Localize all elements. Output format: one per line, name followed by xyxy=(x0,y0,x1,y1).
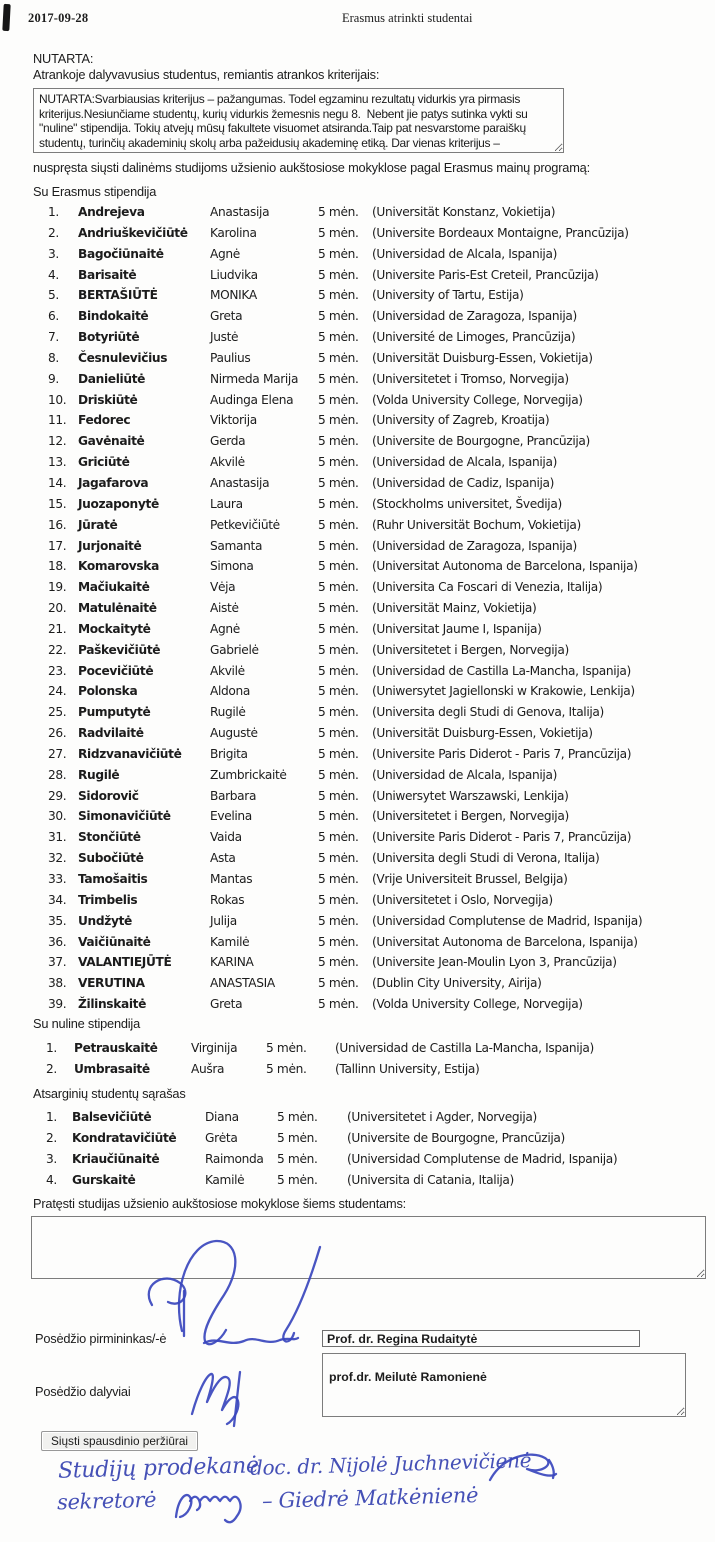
student-duration: 5 mėn. xyxy=(318,767,359,782)
student-row xyxy=(48,393,710,414)
student-surname: Umbrasaitė xyxy=(74,1062,150,1076)
student-surname: Komarovska xyxy=(78,559,159,574)
student-university: (Volda University College, Norvegija) xyxy=(372,997,583,1012)
student-university: (University of Zagreb, Kroatija) xyxy=(372,413,550,428)
student-row xyxy=(48,518,710,539)
participant-signature-ink xyxy=(186,1366,258,1428)
student-row xyxy=(48,434,710,455)
student-university: (Tallinn University, Estija) xyxy=(335,1062,480,1076)
student-firstname: MONIKA xyxy=(210,288,257,303)
student-row xyxy=(48,330,710,351)
student-row xyxy=(48,726,710,747)
student-row xyxy=(48,789,710,810)
student-row xyxy=(48,247,710,268)
student-duration: 5 mėn. xyxy=(318,997,359,1012)
student-surname: BERTAŠIŪTĖ xyxy=(78,288,158,303)
student-firstname: Vaida xyxy=(210,830,242,845)
student-number: 30. xyxy=(48,809,67,824)
chair-label: Posėdžio pirmininkas/-ė xyxy=(35,1331,167,1346)
student-row xyxy=(48,851,710,872)
student-number: 31. xyxy=(48,830,67,845)
student-duration: 5 mėn. xyxy=(318,913,359,928)
student-surname: Fedorec xyxy=(78,413,131,428)
student-number: 4. xyxy=(46,1173,57,1187)
student-surname: Balsevičiūtė xyxy=(72,1110,152,1124)
student-duration: 5 mėn. xyxy=(266,1041,307,1055)
student-surname: Gurskaitė xyxy=(72,1173,136,1187)
student-number: 25. xyxy=(48,705,67,720)
student-university: (Universität Duisburg-Essen, Vokietija) xyxy=(372,350,593,365)
student-surname: Matulėnaitė xyxy=(78,601,157,616)
student-firstname: Anastasija xyxy=(210,205,270,219)
student-row xyxy=(48,497,710,518)
student-number: 12. xyxy=(48,434,67,449)
extension-label: Pratęsti studijas užsienio aukštosiose mokyklose šiems studentams: xyxy=(33,1196,407,1211)
student-firstname: Agnė xyxy=(210,621,240,636)
student-duration: 5 mėn. xyxy=(277,1152,318,1166)
extension-textarea[interactable] xyxy=(31,1216,706,1279)
student-number: 15. xyxy=(48,496,67,511)
student-surname: Andriuškevičiūtė xyxy=(78,225,188,240)
student-list-zero-grant xyxy=(46,1041,710,1083)
student-duration: 5 mėn. xyxy=(318,851,359,866)
student-row xyxy=(48,747,710,768)
student-firstname: Laura xyxy=(210,496,243,511)
student-surname: Jurjonaitė xyxy=(78,538,142,553)
student-surname: Gavėnaitė xyxy=(78,434,145,449)
chair-name-input[interactable] xyxy=(322,1330,640,1347)
student-row xyxy=(48,955,710,976)
student-surname: Kriaučiūnaitė xyxy=(72,1152,160,1166)
student-number: 22. xyxy=(48,642,67,657)
student-duration: 5 mėn. xyxy=(318,934,359,949)
student-university: (Universität Duisburg-Essen, Vokietija) xyxy=(372,726,593,741)
section-heading-reserve: Atsarginių studentų sąrašas xyxy=(33,1086,186,1101)
student-firstname: Kamilė xyxy=(205,1173,245,1187)
student-university: (Universidad Complutense de Madrid, Ispanija) xyxy=(372,913,643,928)
student-number: 4. xyxy=(48,267,59,282)
student-university: (Universidad de Alcala, Ispanija) xyxy=(372,246,557,261)
student-duration: 5 mėn. xyxy=(318,663,359,678)
handwritten-line2-role: sekretorė xyxy=(56,1487,157,1515)
student-university: (Universidad Complutense de Madrid, Ispanija) xyxy=(347,1152,618,1166)
student-duration: 5 mėn. xyxy=(318,455,359,470)
student-firstname: Petkevičiūtė xyxy=(210,517,280,532)
student-number: 2. xyxy=(48,225,59,240)
student-duration: 5 mėn. xyxy=(318,621,359,636)
student-firstname: Evelina xyxy=(210,809,252,824)
student-firstname: Barbara xyxy=(210,788,257,803)
section-heading-erasmus: Su Erasmus stipendija xyxy=(33,184,157,199)
student-duration: 5 mėn. xyxy=(318,601,359,616)
student-row xyxy=(48,455,710,476)
student-number: 2. xyxy=(46,1062,57,1076)
student-number: 13. xyxy=(48,455,67,470)
student-surname: Bagočiūnaitė xyxy=(78,246,164,261)
student-university: (Universita degli Studi di Genova, Italija) xyxy=(372,705,604,720)
student-duration: 5 mėn. xyxy=(318,413,359,428)
student-number: 29. xyxy=(48,788,67,803)
student-university: (Universitetet i Agder, Norvegija) xyxy=(347,1110,537,1124)
student-duration: 5 mėn. xyxy=(318,726,359,741)
student-duration: 5 mėn. xyxy=(318,746,359,761)
student-surname: Undžytė xyxy=(78,913,132,928)
student-firstname: Virginija xyxy=(191,1041,238,1055)
student-number: 32. xyxy=(48,851,67,866)
student-university: (Vrije Universiteit Brussel, Belgija) xyxy=(372,872,568,886)
student-row xyxy=(48,914,710,935)
student-row xyxy=(48,830,710,851)
student-firstname: Greta xyxy=(210,309,243,324)
document-title: Erasmus atrinkti studentai xyxy=(342,11,473,25)
student-number: 24. xyxy=(48,684,67,699)
student-surname: Sidorovič xyxy=(78,788,139,803)
student-duration: 5 mėn. xyxy=(318,371,359,386)
student-number: 37. xyxy=(48,955,67,970)
student-number: 26. xyxy=(48,726,67,741)
student-row xyxy=(46,1131,710,1152)
student-row xyxy=(48,372,710,393)
student-firstname: Viktorija xyxy=(210,413,257,428)
student-duration: 5 mėn. xyxy=(318,434,359,449)
handwritten-line2-name: – Giedrė Matkėnienė xyxy=(261,1482,479,1514)
student-university: (Stockholms universitet, Švedija) xyxy=(372,496,562,511)
student-surname: Pocevičiūtė xyxy=(78,663,154,678)
student-number: 1. xyxy=(46,1110,57,1124)
student-university: (Universitat Autonoma de Barcelona, Ispanija) xyxy=(372,934,638,949)
student-surname: Simonavičiūtė xyxy=(78,809,171,824)
print-preview-button[interactable]: Siųsti spausdinio peržiūrai xyxy=(41,1431,198,1451)
student-surname: Petrauskaitė xyxy=(74,1041,158,1055)
student-firstname: KARINA xyxy=(210,955,254,970)
student-university: (Universite Paris Diderot - Paris 7, Prancūzija) xyxy=(372,746,632,761)
student-surname: Griciūtė xyxy=(78,455,130,470)
student-row xyxy=(48,413,710,434)
student-university: (University of Tartu, Estija) xyxy=(372,288,524,303)
student-firstname: Aldona xyxy=(210,684,251,699)
student-number: 1. xyxy=(46,1041,57,1055)
student-firstname: Diana xyxy=(205,1110,239,1124)
student-row xyxy=(46,1173,710,1194)
student-row xyxy=(46,1110,710,1131)
student-firstname: Paulius xyxy=(210,350,251,365)
student-duration: 5 mėn. xyxy=(318,330,359,345)
student-row xyxy=(48,476,710,497)
handwritten-line1-role: Studijų prodekanė xyxy=(57,1453,259,1484)
student-row xyxy=(46,1041,710,1062)
student-row xyxy=(48,288,710,309)
student-firstname: Aistė xyxy=(210,601,239,616)
student-row xyxy=(48,664,710,685)
student-surname: Subočiūtė xyxy=(78,851,144,866)
student-row xyxy=(48,935,710,956)
student-firstname: Vėja xyxy=(210,580,236,595)
student-row xyxy=(48,809,710,830)
student-number: 27. xyxy=(48,746,67,761)
student-university: (Volda University College, Norvegija) xyxy=(372,392,583,407)
student-firstname: Greta xyxy=(210,997,243,1012)
student-university: (Universite Jean-Moulin Lyon 3, Prancūzija) xyxy=(372,955,617,970)
student-number: 34. xyxy=(48,892,67,907)
section-heading-zero-grant: Su nuline stipendija xyxy=(33,1016,140,1031)
student-surname: Rugilė xyxy=(78,767,120,782)
student-firstname: Raimonda xyxy=(205,1152,264,1166)
criteria-textarea[interactable] xyxy=(33,88,564,153)
student-surname: Andrejeva xyxy=(78,205,145,219)
student-university: (Ruhr Universität Bochum, Vokietija) xyxy=(372,517,581,532)
student-duration: 5 mėn. xyxy=(318,642,359,657)
student-number: 3. xyxy=(48,246,59,261)
student-row xyxy=(48,539,710,560)
student-number: 7. xyxy=(48,330,59,345)
student-university: (Universität Konstanz, Vokietija) xyxy=(372,205,556,219)
student-row xyxy=(48,622,710,643)
student-firstname: Samanta xyxy=(210,538,263,553)
student-duration: 5 mėn. xyxy=(277,1173,318,1187)
student-number: 1. xyxy=(48,205,59,219)
student-number: 5. xyxy=(48,288,59,303)
student-university: (Universite Paris Diderot - Paris 7, Prancūzija) xyxy=(372,830,632,845)
student-firstname: Agnė xyxy=(210,246,240,261)
student-duration: 5 mėn. xyxy=(277,1110,318,1124)
student-duration: 5 mėn. xyxy=(318,517,359,532)
student-duration: 5 mėn. xyxy=(318,496,359,511)
student-firstname: Aušra xyxy=(191,1062,225,1076)
student-row xyxy=(48,705,710,726)
student-firstname: Justė xyxy=(210,330,239,345)
student-duration: 5 mėn. xyxy=(277,1131,318,1145)
student-surname: Trimbelis xyxy=(78,892,138,907)
student-firstname: Karolina xyxy=(210,225,257,240)
student-number: 36. xyxy=(48,934,67,949)
student-row xyxy=(48,205,710,226)
student-surname: Česnulevičius xyxy=(78,350,168,365)
student-university: (Universitetet i Tromso, Norvegija) xyxy=(372,371,569,386)
handwritten-line2-squiggle xyxy=(166,1487,266,1527)
student-university: (Universite Paris-Est Creteil, Prancūzija) xyxy=(372,267,599,282)
student-university: (Universita degli Studi di Verona, Italija) xyxy=(372,851,600,866)
participants-label: Posėdžio dalyviai xyxy=(35,1384,131,1399)
participants-textarea[interactable] xyxy=(322,1353,686,1417)
student-number: 3. xyxy=(46,1152,57,1166)
student-firstname: Anastasija xyxy=(210,475,270,490)
student-surname: Jūratė xyxy=(78,517,118,532)
student-university: (Uniwersytet Warszawski, Lenkija) xyxy=(372,788,569,803)
student-number: 38. xyxy=(48,976,67,991)
student-firstname: Julija xyxy=(210,913,237,928)
student-row xyxy=(48,893,710,914)
student-row xyxy=(48,309,710,330)
student-surname: VERUTINA xyxy=(78,976,145,991)
student-firstname: Mantas xyxy=(210,872,253,886)
student-university: (Universitat Jaume I, Ispanija) xyxy=(372,621,542,636)
student-university: (Uniwersytet Jagiellonski w Krakowie, Lenkija) xyxy=(372,684,635,699)
student-number: 16. xyxy=(48,517,67,532)
student-number: 9. xyxy=(48,371,59,386)
student-university: (Universitetet i Bergen, Norvegija) xyxy=(372,809,569,824)
scan-artifact xyxy=(2,4,10,31)
student-surname: Žilinskaitė xyxy=(78,997,147,1012)
student-duration: 5 mėn. xyxy=(318,309,359,324)
student-firstname: Zumbrickaitė xyxy=(210,767,287,782)
student-duration: 5 mėn. xyxy=(318,892,359,907)
student-university: (Universitat Autonoma de Barcelona, Ispanija) xyxy=(372,559,638,574)
student-number: 23. xyxy=(48,663,67,678)
student-surname: Mačiukaitė xyxy=(78,580,150,595)
student-university: (Dublin City University, Airija) xyxy=(372,976,542,991)
student-duration: 5 mėn. xyxy=(318,830,359,845)
student-university: (Universitetet i Bergen, Norvegija) xyxy=(372,642,569,657)
student-surname: Barisaitė xyxy=(78,267,137,282)
decision-subheading: Atrankoje dalyvavusius studentus, remiantis atrankos kriterijais: xyxy=(33,67,380,82)
student-firstname: Nirmeda Marija xyxy=(210,371,299,386)
student-surname: Jagafarova xyxy=(78,475,149,490)
student-surname: Botyriūtė xyxy=(78,330,140,345)
student-list-reserve xyxy=(46,1110,710,1194)
student-number: 19. xyxy=(48,580,67,595)
student-surname: Juozaponytė xyxy=(78,496,159,511)
student-university: (Universidad de Castilla La-Mancha, Ispanija) xyxy=(335,1041,594,1055)
student-row xyxy=(48,872,710,893)
student-firstname: ANASTASIA xyxy=(210,976,275,991)
student-surname: Paškevičiūtė xyxy=(78,642,161,657)
student-firstname: Liudvika xyxy=(210,267,258,282)
student-firstname: Kamilė xyxy=(210,934,250,949)
student-row xyxy=(48,351,710,372)
student-row xyxy=(48,601,710,622)
student-university: (Universidad de Castilla La-Mancha, Ispanija) xyxy=(372,663,631,678)
student-duration: 5 mėn. xyxy=(318,288,359,303)
decision-continuation: nuspręsta siųsti dalinėms studijoms užsienio aukštosiose mokyklose pagal Erasmus mainų programą: xyxy=(33,160,590,175)
student-number: 33. xyxy=(48,872,67,886)
student-university: (Universidad de Zaragoza, Ispanija) xyxy=(372,309,577,324)
student-number: 10. xyxy=(48,392,67,407)
student-firstname: Brigita xyxy=(210,746,248,761)
student-firstname: Rokas xyxy=(210,892,245,907)
student-row xyxy=(48,580,710,601)
student-row xyxy=(48,684,710,705)
student-surname: Vaičiūnaitė xyxy=(78,934,151,949)
student-university: (Universita Ca Foscari di Venezia, Italija) xyxy=(372,580,603,595)
student-duration: 5 mėn. xyxy=(318,350,359,365)
student-university: (Universite de Bourgogne, Prancūzija) xyxy=(372,434,590,449)
student-university: (Universidad de Alcala, Ispanija) xyxy=(372,455,557,470)
student-university: (Universidad de Alcala, Ispanija) xyxy=(372,767,557,782)
student-duration: 5 mėn. xyxy=(318,976,359,991)
student-surname: Ridzvanavičiūtė xyxy=(78,746,182,761)
student-number: 28. xyxy=(48,767,67,782)
student-firstname: Gabrielė xyxy=(210,642,259,657)
student-university: (Universite de Bourgogne, Prancūzija) xyxy=(347,1131,565,1145)
student-duration: 5 mėn. xyxy=(318,705,359,720)
student-university: (Universidad de Zaragoza, Ispanija) xyxy=(372,538,577,553)
student-firstname: Asta xyxy=(210,851,236,866)
student-duration: 5 mėn. xyxy=(318,205,359,219)
student-row xyxy=(48,268,710,289)
student-row xyxy=(46,1152,710,1173)
student-row xyxy=(46,1062,710,1083)
document-date: 2017-09-28 xyxy=(28,11,89,25)
student-list-erasmus xyxy=(48,205,710,1018)
student-duration: 5 mėn. xyxy=(318,788,359,803)
student-duration: 5 mėn. xyxy=(318,538,359,553)
student-surname: VALANTIEJŪTĖ xyxy=(78,955,172,970)
student-number: 35. xyxy=(48,913,67,928)
student-firstname: Augustė xyxy=(210,726,258,741)
student-row xyxy=(48,226,710,247)
student-duration: 5 mėn. xyxy=(318,267,359,282)
student-duration: 5 mėn. xyxy=(318,809,359,824)
student-university: (Universität Mainz, Vokietija) xyxy=(372,601,537,616)
student-firstname: Grėta xyxy=(205,1131,238,1145)
student-number: 6. xyxy=(48,309,59,324)
student-row xyxy=(48,643,710,664)
student-university: (Université de Limoges, Prancūzija) xyxy=(372,330,576,345)
student-university: (Universite Bordeaux Montaigne, Prancūzija) xyxy=(372,225,629,240)
student-number: 39. xyxy=(48,997,67,1012)
student-duration: 5 mėn. xyxy=(266,1062,307,1076)
student-firstname: Akvilė xyxy=(210,455,245,470)
student-duration: 5 mėn. xyxy=(318,475,359,490)
student-row xyxy=(48,559,710,580)
student-surname: Tamošaitis xyxy=(78,872,148,886)
student-firstname: Audinga Elena xyxy=(210,392,294,407)
student-firstname: Gerda xyxy=(210,434,246,449)
student-number: 18. xyxy=(48,559,67,574)
student-firstname: Rugilė xyxy=(210,705,246,720)
student-university: (Universidad de Cadiz, Ispanija) xyxy=(372,475,555,490)
student-surname: Mockaitytė xyxy=(78,621,151,636)
handwritten-line1-name: doc. dr. Nijolė Juchnevičienė xyxy=(249,1448,532,1480)
student-surname: Bindokaitė xyxy=(78,309,149,324)
student-surname: Polonska xyxy=(78,684,138,699)
student-duration: 5 mėn. xyxy=(318,684,359,699)
student-number: 11. xyxy=(48,413,67,428)
decision-heading: NUTARTA: xyxy=(33,51,94,66)
student-surname: Kondratavičiūtė xyxy=(72,1131,177,1145)
student-duration: 5 mėn. xyxy=(318,955,359,970)
student-duration: 5 mėn. xyxy=(318,392,359,407)
student-firstname: Akvilė xyxy=(210,663,245,678)
student-duration: 5 mėn. xyxy=(318,246,359,261)
student-number: 14. xyxy=(48,475,67,490)
student-duration: 5 mėn. xyxy=(318,580,359,595)
student-row xyxy=(48,976,710,997)
student-university: (Universitetet i Oslo, Norvegija) xyxy=(372,892,553,907)
student-number: 8. xyxy=(48,350,59,365)
student-surname: Danieliūtė xyxy=(78,371,146,386)
student-surname: Pumputytė xyxy=(78,705,151,720)
student-duration: 5 mėn. xyxy=(318,872,359,886)
student-row xyxy=(48,768,710,789)
student-number: 20. xyxy=(48,601,67,616)
student-number: 17. xyxy=(48,538,67,553)
student-duration: 5 mėn. xyxy=(318,225,359,240)
student-row xyxy=(48,997,710,1018)
student-number: 21. xyxy=(48,621,67,636)
student-firstname: Simona xyxy=(210,559,254,574)
student-university: (Universita di Catania, Italija) xyxy=(347,1173,514,1187)
student-surname: Driskiūtė xyxy=(78,392,138,407)
student-surname: Stončiūtė xyxy=(78,830,141,845)
student-number: 2. xyxy=(46,1131,57,1145)
student-surname: Radvilaitė xyxy=(78,726,144,741)
student-duration: 5 mėn. xyxy=(318,559,359,574)
